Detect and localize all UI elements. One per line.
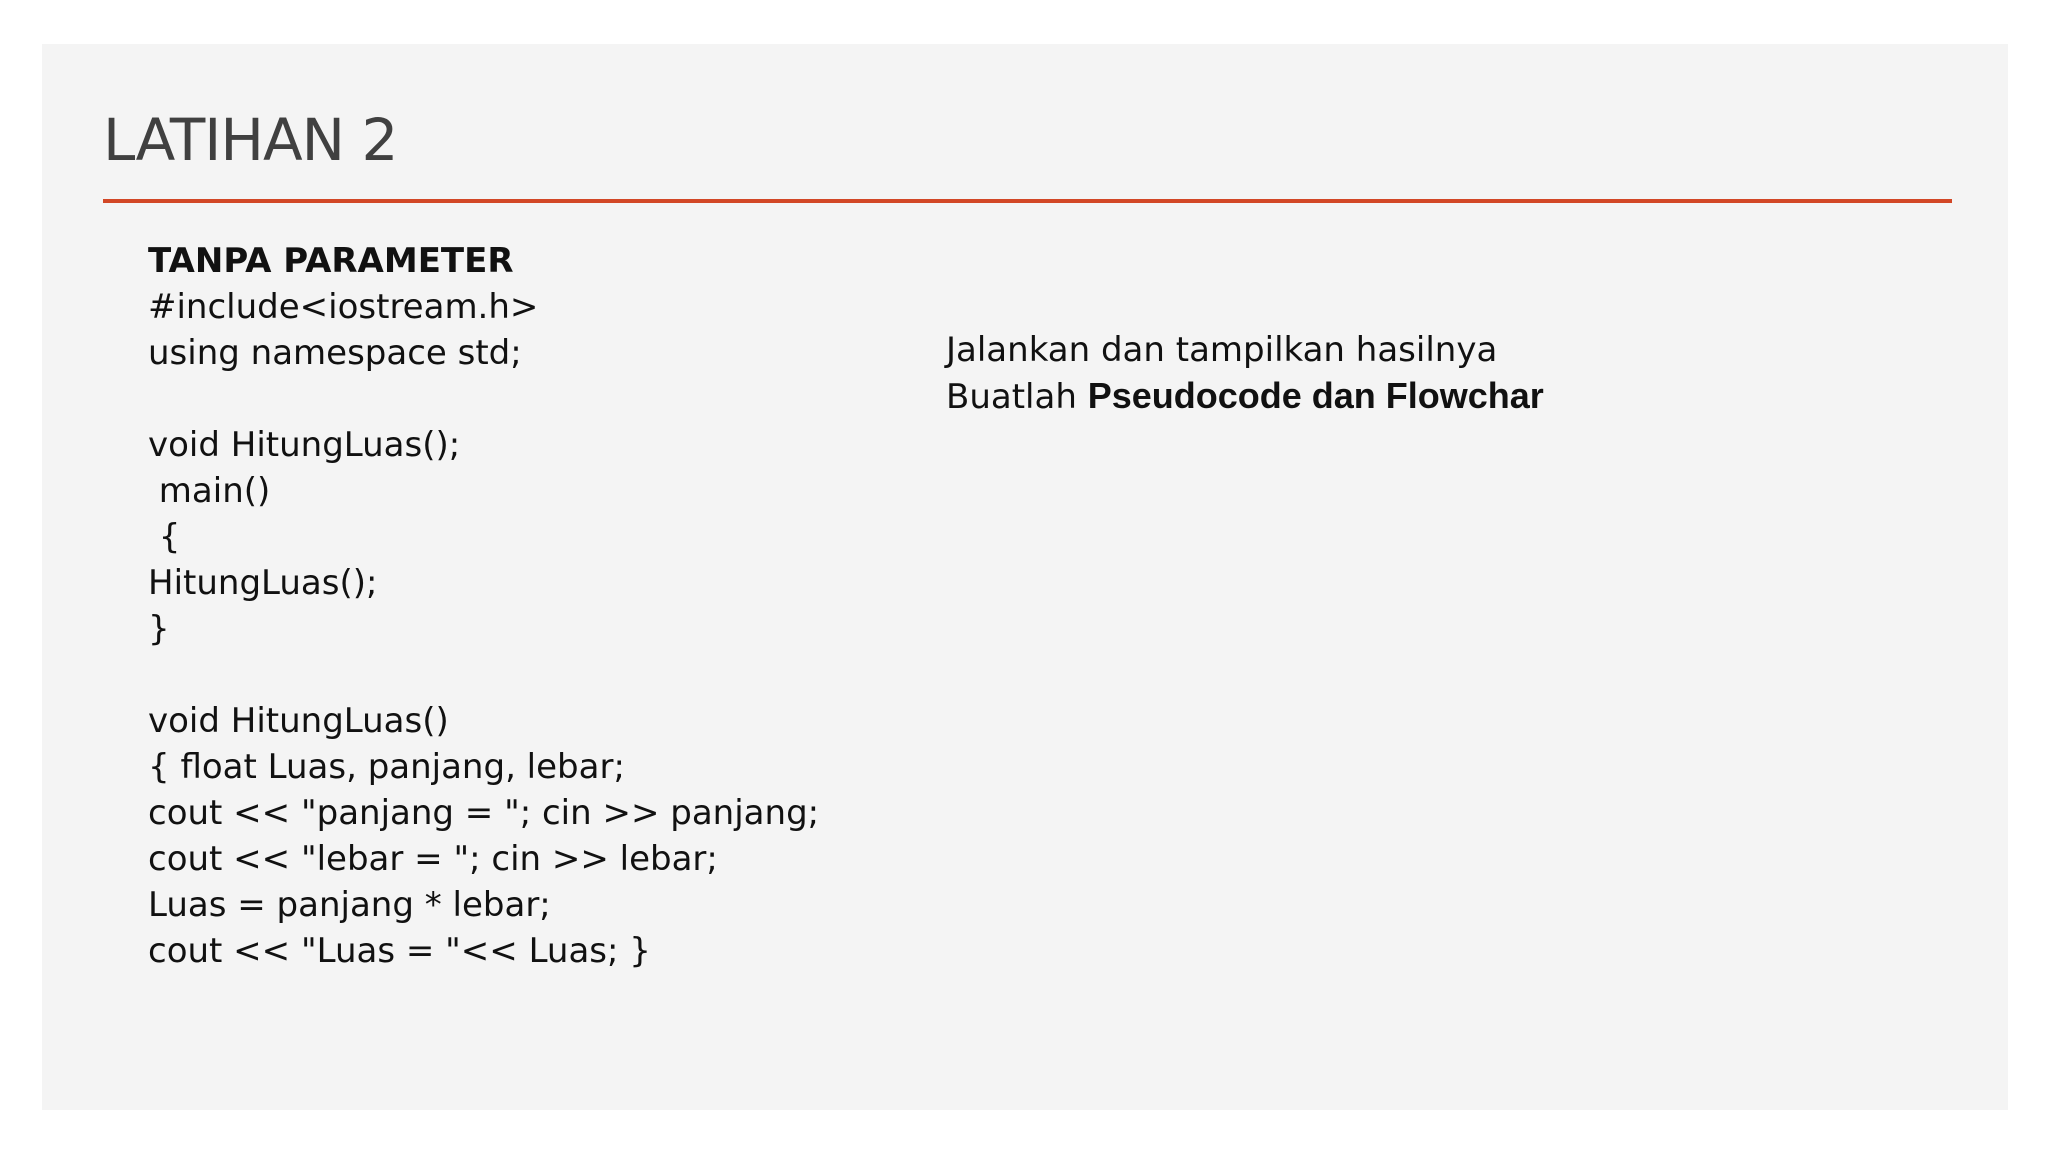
code-line: { float Luas, panjang, lebar;: [148, 747, 625, 787]
code-line: using namespace std;: [148, 333, 522, 373]
instruction-run: Jalankan dan tampilkan hasilnya: [946, 330, 1498, 370]
code-line: [148, 376, 819, 422]
code-line: #include<iostream.h>: [148, 287, 539, 327]
code-line: cout << "lebar = "; cin >> lebar;: [148, 839, 718, 879]
code-line: void HitungLuas(): [148, 701, 449, 741]
instruction-make-emphasis: Pseudocode dan Flowchar: [1087, 375, 1544, 416]
instruction-make-prefix: Buatlah: [946, 377, 1088, 417]
code-heading: TANPA PARAMETER: [148, 241, 514, 281]
slide-title: LATIHAN 2: [103, 106, 398, 174]
code-line: main(): [148, 471, 271, 511]
code-line: [148, 652, 819, 698]
code-line: {: [148, 517, 181, 557]
code-line: HitungLuas();: [148, 563, 378, 603]
instruction-make: [946, 373, 1544, 419]
code-line: Luas = panjang * lebar;: [148, 885, 551, 925]
code-line: cout << "panjang = "; cin >> panjang;: [148, 793, 820, 833]
title-divider: [103, 199, 1952, 203]
instructions: [946, 327, 1544, 419]
code-line: void HitungLuas();: [148, 425, 461, 465]
code-line: cout << "Luas = "<< Luas; }: [148, 931, 651, 971]
code-block: [148, 238, 819, 974]
slide: [42, 44, 2008, 1110]
code-line: }: [148, 609, 170, 649]
